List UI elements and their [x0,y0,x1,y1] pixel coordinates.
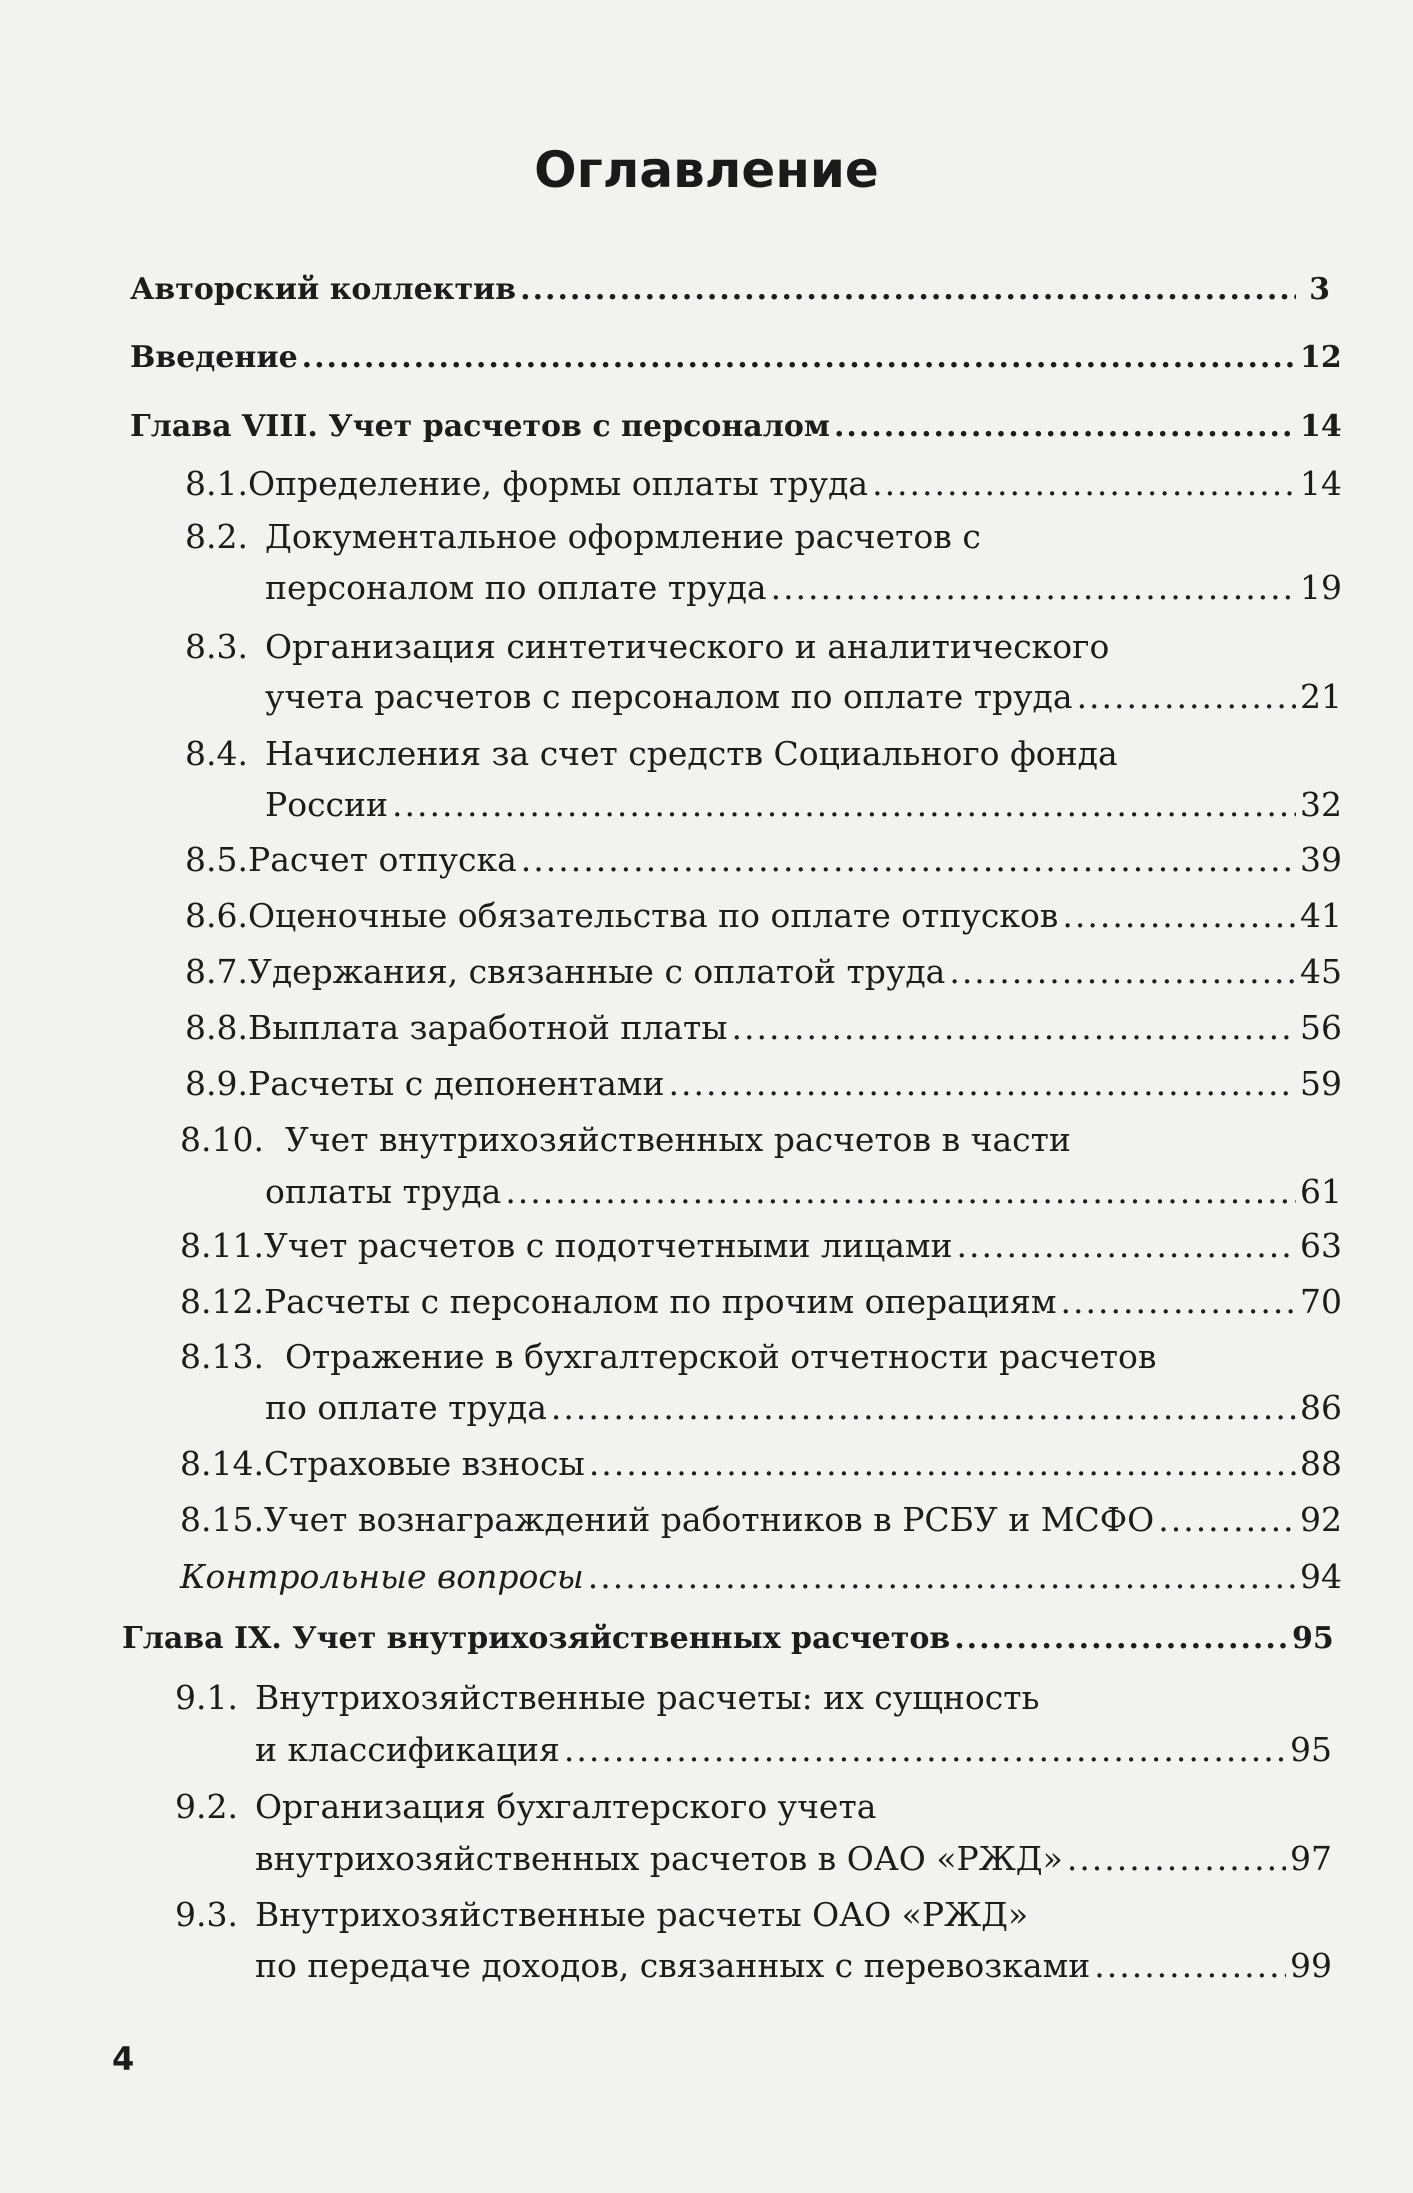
toc-entry-chapter-8 [130,405,1342,449]
toc-leader-dots [1094,1944,1286,1988]
toc-entry-text: Отражение в бухгалтерской отчетности расчетов [285,1337,1157,1376]
toc-leader-dots [521,838,1296,882]
toc-entry-page: 59 [1300,1064,1342,1103]
toc-entry-page: 99 [1290,1946,1332,1985]
toc-entry-text: Расчеты с депонентами [247,1064,665,1103]
page-title: Оглавление [534,141,879,199]
toc-entry-number: 8.7. [185,952,248,991]
toc-entry-number: 9.1. [175,1678,238,1717]
toc-entry-page: 32 [1300,785,1342,824]
toc-entry-9-3-cont [255,1944,1332,1988]
toc-entry-text: Учет расчетов с подотчетными лицами [263,1226,953,1265]
toc-entry-8-1 [185,462,1342,506]
toc-entry-intro [130,336,1342,380]
toc-entry-text: России [265,785,389,824]
toc-entry-8-4-cont [265,783,1342,827]
toc-leader-dots [949,950,1296,994]
toc-entry-text: Организация бухгалтерского учета [255,1787,877,1826]
toc-entry-number: 8.14. [180,1444,264,1483]
toc-entry-chapter-9 [122,1617,1334,1661]
toc-leader-dots [872,462,1296,506]
toc-entry-page: 21 [1300,677,1342,716]
toc-entry-text: Глава IX. Учет внутрихозяйственных расчетов [122,1621,951,1656]
toc-entry-9-1-cont [255,1728,1332,1772]
toc-entry-page: 94 [1300,1557,1342,1596]
toc-entry-number: 8.15. [180,1500,264,1539]
toc-entry-text: Расчеты с персоналом по прочим операциям [263,1282,1057,1321]
toc-entry-8-9 [185,1062,1342,1106]
toc-leader-dots [834,405,1296,449]
toc-entry-number: 8.3. [185,627,248,666]
toc-entry-number: 9.2. [175,1787,238,1826]
toc-entry-text: Внутрихозяйственные расчеты ОАО «РЖД» [255,1895,1029,1934]
toc-entry-page: 61 [1300,1172,1342,1211]
toc-entry-number: 8.6. [185,896,248,935]
toc-entry-8-2-cont [265,566,1342,610]
toc-leader-dots [669,1062,1297,1106]
toc-entry-8-4 [185,732,1330,776]
toc-entry-text: оплаты труда [265,1172,502,1211]
toc-leader-dots [1077,675,1296,719]
toc-entry-number: 8.11. [180,1226,264,1265]
toc-entry-page: 86 [1300,1388,1342,1427]
toc-leader-dots [732,1006,1296,1050]
toc-entry-8-8 [185,1006,1342,1050]
toc-leader-dots [302,336,1296,380]
toc-entry-text: Введение [130,340,298,375]
toc-entry-number: 8.5. [185,840,248,879]
toc-leader-dots [520,268,1296,312]
toc-leader-dots [1067,1837,1286,1881]
toc-entry-8-2 [185,515,1330,559]
toc-entry-text: Определение, формы оплаты труда [247,464,869,503]
toc-entry-page: 41 [1300,896,1342,935]
toc-entry-text: и классификация [255,1730,560,1769]
toc-leader-dots [505,1170,1296,1214]
toc-entry-text: Глава VIII. Учет расчетов с персоналом [130,409,830,444]
toc-entry-number: 8.12. [180,1282,264,1321]
toc-entry-8-3 [185,625,1330,669]
toc-entry-8-11 [180,1224,1342,1268]
toc-entry-text: Удержания, связанные с оплатой труда [247,952,946,991]
toc-entry-number: 8.9. [185,1064,248,1103]
toc-entry-8-13 [180,1335,1330,1379]
toc-leader-dots [551,1386,1296,1430]
toc-leader-dots [1061,1280,1296,1324]
toc-entry-8-13-cont [265,1386,1342,1430]
toc-entry-page: 97 [1290,1839,1332,1878]
toc-entry-9-2 [175,1785,1320,1829]
toc-entry-9-1 [175,1676,1320,1720]
toc-entry-text: Выплата заработной платы [247,1008,728,1047]
toc-entry-8-5 [185,838,1342,882]
toc-entry-text: Страховые взносы [263,1444,585,1483]
toc-entry-text: учета расчетов с персоналом по оплате труда [265,677,1073,716]
toc-entry-page: 19 [1300,568,1342,607]
toc-entry-text: Учет вознаграждений работников в РСБУ и МСФО [263,1500,1155,1539]
toc-entry-number: 9.3. [175,1895,238,1934]
toc-entry-page: 95 [1290,1730,1332,1769]
toc-leader-dots [954,1617,1288,1661]
toc-entry-8-14 [180,1442,1342,1486]
toc-entry-8-10-cont [265,1170,1342,1214]
toc-entry-page: 45 [1300,952,1342,991]
toc-entry-text: Внутрихозяйственные расчеты: их сущность [255,1678,1040,1717]
toc-entry-number: 8.10. [180,1120,264,1159]
toc-leader-dots [589,1442,1296,1486]
toc-entry-page: 63 [1300,1226,1342,1265]
toc-entry-text: Начисления за счет средств Социального фонда [265,734,1118,773]
toc-entry-text: Документальное оформление расчетов с [265,517,981,556]
toc-entry-9-3 [175,1893,1320,1937]
toc-entry-authors [130,268,1330,312]
toc-entry-text: внутрихозяйственных расчетов в ОАО «РЖД» [255,1839,1063,1878]
toc-entry-page: 14 [1300,409,1342,444]
toc-entry-8-6 [185,894,1342,938]
toc-leader-dots [1158,1498,1296,1542]
toc-entry-page: 56 [1300,1008,1342,1047]
toc-entry-8-3-cont [265,675,1342,719]
toc-entry-8-15 [180,1498,1342,1542]
toc-entry-text: Контрольные вопросы [180,1557,584,1596]
toc-entry-page: 92 [1300,1500,1342,1539]
toc-entry-control-questions [180,1555,1342,1599]
toc-leader-dots [392,783,1296,827]
toc-entry-8-7 [185,950,1342,994]
toc-entry-text: персоналом по оплате труда [265,568,767,607]
toc-entry-number: 8.2. [185,517,248,556]
toc-entry-page: 12 [1300,340,1342,375]
toc-entry-number: 8.8. [185,1008,248,1047]
toc-leader-dots [771,566,1296,610]
toc-entry-text: Оценочные обязательства по оплате отпусков [247,896,1059,935]
toc-entry-page: 39 [1300,840,1342,879]
toc-entry-page: 3 [1309,272,1330,307]
toc-entry-text: Авторский коллектив [130,272,517,307]
toc-entry-text: Организация синтетического и аналитического [265,627,1110,666]
toc-entry-text: по оплате труда [265,1388,547,1427]
toc-entry-8-12 [180,1280,1342,1324]
toc-entry-page: 14 [1300,464,1342,503]
toc-entry-number: 8.13. [180,1337,264,1376]
toc-entry-9-2-cont [255,1837,1332,1881]
toc-leader-dots [564,1728,1286,1772]
toc-leader-dots [957,1224,1296,1268]
page-number: 4 [112,2040,135,2078]
toc-entry-number: 8.4. [185,734,248,773]
toc-entry-page: 70 [1300,1282,1342,1321]
toc-entry-page: 95 [1292,1621,1334,1656]
toc-entry-8-10 [180,1118,1330,1162]
toc-entry-page: 88 [1300,1444,1342,1483]
toc-leader-dots [588,1555,1296,1599]
toc-leader-dots [1062,894,1296,938]
toc-entry-text: по передаче доходов, связанных с перевозками [255,1946,1091,1985]
toc-entry-text: Учет внутрихозяйственных расчетов в части [285,1120,1071,1159]
toc-entry-number: 8.1. [185,464,248,503]
toc-entry-text: Расчет отпуска [247,840,517,879]
